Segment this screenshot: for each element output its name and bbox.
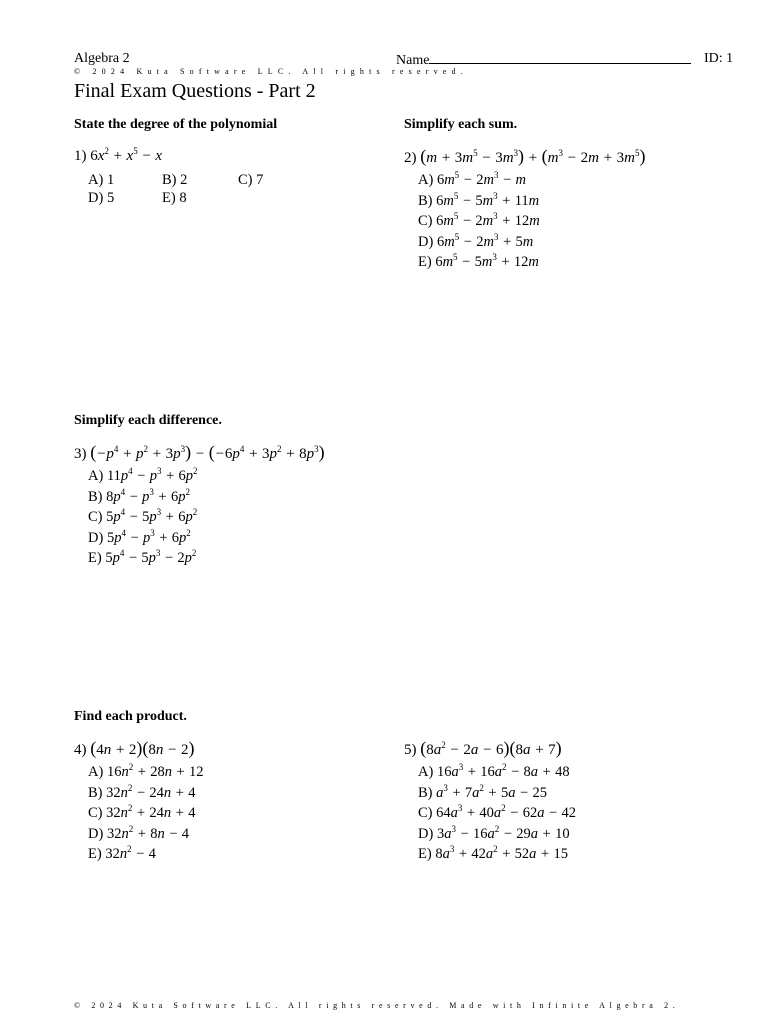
choice-text: $a^3 + 7a^2 + 5a - 25$	[436, 782, 548, 801]
choice-text: $11p^4 - p^3 + 6p^2$	[106, 466, 198, 484]
question-number: 2)	[404, 150, 417, 166]
choice-text: $6m^5 - 2m^3 - m$	[436, 170, 526, 188]
choice-label: A)	[88, 468, 104, 484]
question-expression: $(-p^4 + p^2 + 3p^3) - (-6p^4 + 3p^2 + 8p^3)$	[90, 442, 325, 462]
choice-text: $3a^3 - 16a^2 - 29a + 10$	[436, 823, 570, 842]
choice-label: B)	[418, 784, 433, 801]
choices-q5	[418, 764, 738, 864]
choice-label: A)	[418, 172, 434, 188]
choice-d[interactable]: D) 5	[88, 190, 115, 206]
choice-a[interactable]	[418, 764, 570, 781]
choice-label: D)	[418, 233, 434, 250]
section-product-instruction: Find each product.	[74, 709, 187, 724]
choice-text: $16a^3 + 16a^2 - 8a + 48$	[436, 762, 570, 780]
choice-label: C)	[418, 805, 433, 821]
choice-e[interactable]	[88, 550, 196, 567]
choice-d[interactable]	[418, 823, 570, 843]
choice-a[interactable]	[88, 764, 204, 781]
copyright-header: © 2024 Kuta Software LLC. All rights reserved.	[74, 67, 468, 76]
choice-text: $6m^5 - 2m^3 + 12m$	[436, 211, 540, 229]
section-difference-instruction: Simplify each difference.	[74, 413, 222, 428]
choice-e[interactable]	[418, 846, 568, 863]
choice-a[interactable]	[418, 172, 526, 189]
choice-text: $8p^4 - p^3 + 6p^2$	[106, 486, 190, 505]
choice-label: E)	[88, 550, 102, 566]
choices-q2	[418, 172, 718, 272]
question-number: 3)	[74, 446, 87, 462]
choice-label: D)	[418, 825, 434, 842]
choice-text: $32n^2 + 8n - 4$	[106, 823, 190, 842]
choice-text: $5p^4 - p^3 + 6p^2$	[106, 527, 191, 546]
question-number: 5)	[404, 742, 417, 758]
choice-text: $32n^2 + 24n + 4$	[106, 803, 196, 821]
choice-e[interactable]	[88, 846, 156, 863]
question-4	[74, 738, 195, 759]
choices-q4	[88, 764, 388, 864]
choice-label: E)	[418, 254, 432, 270]
choice-e[interactable]: E) 8	[162, 190, 187, 206]
choices-q1	[88, 172, 348, 212]
choice-b[interactable]: B) 2	[162, 172, 188, 188]
question-expression: (4n + 2)(8n − 2)	[90, 738, 195, 758]
name-blank-line	[429, 51, 691, 64]
choice-d[interactable]	[418, 231, 534, 251]
choice-label: A)	[88, 764, 104, 780]
choice-label: D)	[88, 529, 104, 546]
choice-e[interactable]	[418, 254, 539, 271]
question-expression: $(m + 3m^5 - 3m^3) + (m^3 - 2m + 3m^5)$	[420, 146, 646, 166]
choice-label: E)	[418, 846, 432, 862]
choice-label: C)	[88, 509, 103, 525]
choice-b[interactable]	[418, 782, 548, 802]
question-2	[404, 146, 645, 167]
question-3	[74, 442, 325, 463]
name-label: Name	[396, 53, 430, 68]
choice-b[interactable]	[418, 190, 540, 210]
copyright-footer: © 2024 Kuta Software LLC. All rights reserved. Made with Infinite Algebra 2.	[74, 1001, 680, 1010]
section-degree-instruction: State the degree of the polynomial	[74, 117, 278, 132]
choice-d[interactable]	[88, 823, 190, 843]
choice-label: C)	[88, 805, 103, 821]
choice-b[interactable]	[88, 486, 190, 506]
choice-text: $32n^2 - 24n + 4$	[106, 782, 196, 801]
choice-text: $32n^2 - 4$	[105, 844, 156, 862]
choice-text: $64a^3 + 40a^2 - 62a - 42$	[436, 803, 577, 821]
choice-c[interactable]	[88, 509, 197, 526]
choice-c[interactable]: C) 7	[238, 172, 264, 188]
section-sum-instruction: Simplify each sum.	[404, 117, 518, 132]
choice-text: $16n^2 + 28n + 12$	[106, 762, 204, 780]
choice-c[interactable]	[418, 805, 576, 822]
choice-text: $6m^5 - 2m^3 + 5m$	[436, 231, 534, 250]
id-label: ID: 1	[704, 51, 734, 66]
choice-a[interactable]: A) 1	[88, 172, 115, 188]
question-expression: $6x^2 + x^5 - x$	[90, 146, 162, 164]
course-title: Algebra 2	[74, 51, 130, 66]
choice-text: $6m^5 - 5m^3 + 12m$	[435, 252, 539, 270]
choice-c[interactable]	[88, 805, 195, 822]
choice-text: $5p^4 - 5p^3 + 6p^2$	[106, 507, 198, 525]
question-expression: $(8a^2 - 2a - 6)(8a + 7)$	[420, 738, 562, 758]
page-title: Final Exam Questions - Part 2	[74, 80, 316, 102]
choice-text: $8a^3 + 42a^2 + 52a + 15$	[435, 844, 568, 862]
choice-label: B)	[88, 784, 103, 801]
choice-label: A)	[418, 764, 434, 780]
question-1	[74, 148, 162, 165]
choice-label: D)	[88, 825, 104, 842]
choices-q3	[88, 468, 388, 568]
choice-label: B)	[418, 192, 433, 209]
choice-text: $5p^4 - 5p^3 - 2p^2$	[105, 548, 197, 566]
choice-label: C)	[418, 213, 433, 229]
choice-label: E)	[88, 846, 102, 862]
choice-text: $6m^5 - 5m^3 + 11m$	[436, 190, 540, 209]
choice-b[interactable]	[88, 782, 196, 802]
question-5	[404, 738, 562, 759]
choice-a[interactable]	[88, 468, 198, 485]
question-number: 4)	[74, 742, 87, 758]
choice-d[interactable]	[88, 527, 191, 547]
question-number: 1)	[74, 148, 87, 164]
choice-label: B)	[88, 488, 103, 505]
choice-c[interactable]	[418, 213, 540, 230]
